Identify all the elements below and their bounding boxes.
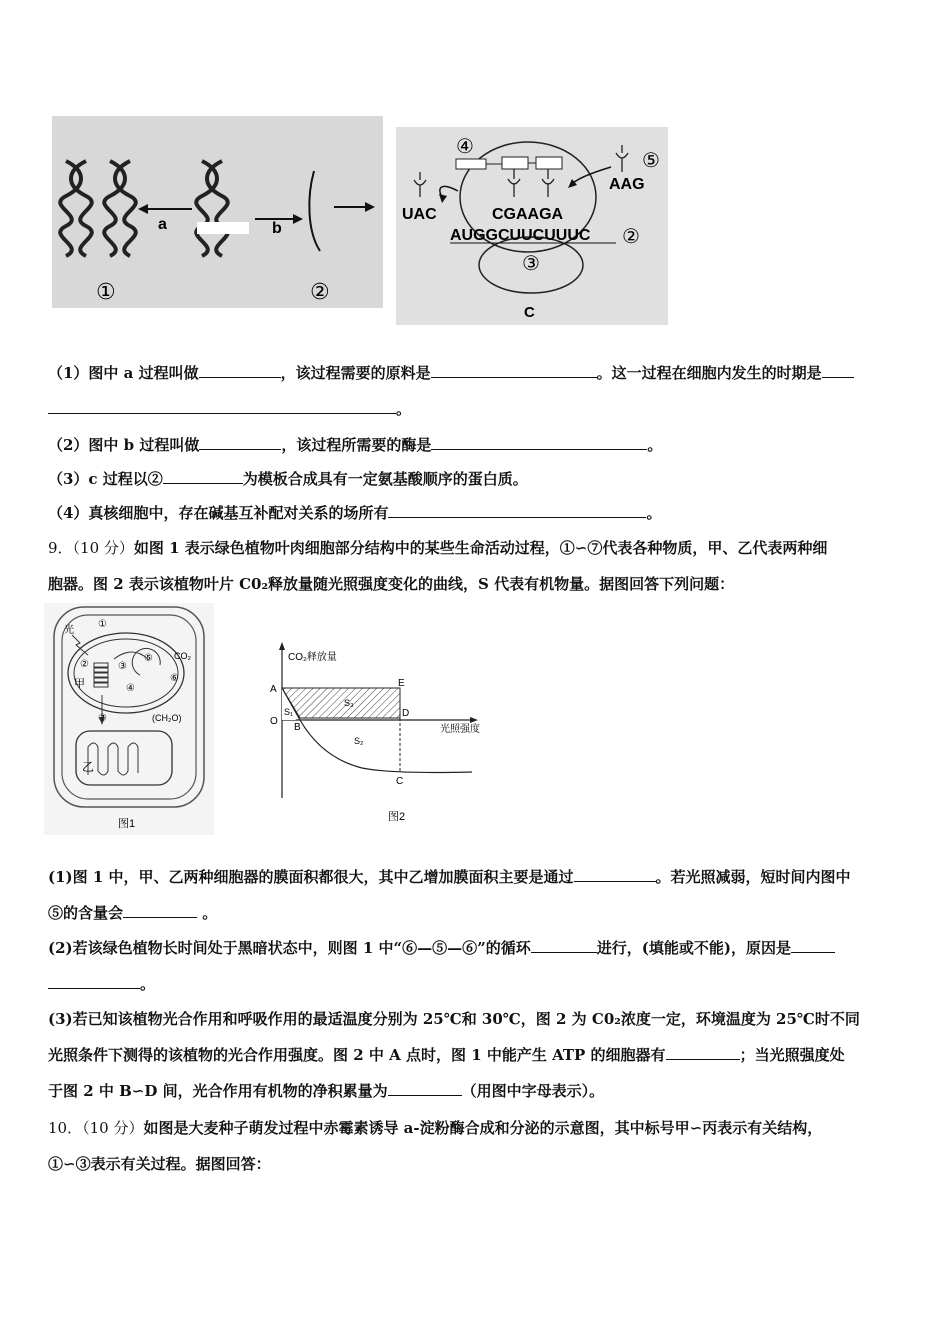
q9-intro-line1 (48, 537, 827, 558)
fig1-n4: ④ (126, 683, 135, 694)
q10-line1 (48, 1117, 822, 1138)
answer-blank-sites[interactable] (388, 503, 646, 518)
label-c: C (524, 304, 535, 321)
q9-p1-line1 (48, 866, 851, 887)
q9-p2-line1 (48, 937, 835, 958)
answer-blank-template[interactable] (163, 469, 243, 484)
q9-p3d: 于图 2 中 B∽D 间，光合作用有机物的净积累量为 (48, 1082, 388, 1100)
fig2-s3: S₃ (344, 698, 354, 708)
q8-line1 (48, 362, 854, 383)
label-uac: UAC (402, 206, 437, 223)
q10-number: 10．（10 分） (48, 1119, 144, 1137)
fig1-n2: ② (80, 659, 89, 670)
q8-l4b: 。 (646, 504, 662, 522)
q9-p3a: (3)若已知该植物光合作用和呼吸作用的最适温度分别为 25℃和 30℃，图 2 为 C0₂浓度一定，环境温度为 25℃时不同 (48, 1010, 860, 1028)
q8-l1b: ，该过程需要的原料是 (280, 364, 431, 382)
q9-p1b: 。若光照减弱，短时间内图中 (655, 868, 851, 886)
fig2-point-a: A (270, 684, 277, 695)
answer-blank-membrane[interactable] (574, 867, 656, 882)
answer-blank-enzyme[interactable] (431, 435, 647, 450)
fig1-yi: 乙 (82, 760, 95, 774)
q8-l2c: 。 (647, 436, 663, 454)
answer-blank-organelles[interactable] (666, 1045, 740, 1060)
fig1-ch2o: (CH₂O) (152, 713, 182, 723)
answer-blank-net-accumulation[interactable] (388, 1081, 462, 1096)
q9-p2b: 进行，(填能或不能)，原因是 (596, 939, 791, 957)
fig2-s2: S₂ (354, 736, 364, 746)
label-b: b (272, 220, 282, 237)
fig1-n6: ⑥ (170, 673, 179, 684)
fig1-n1: ① (98, 619, 107, 630)
q8-line4 (48, 502, 661, 523)
fig1-n3: ③ (118, 661, 127, 672)
q10-l1: 如图是大麦种子萌发过程中赤霉素诱导 a-淀粉酶合成和分泌的示意图，其中标号甲∽丙表示有关结构， (143, 1119, 823, 1137)
label-a: a (158, 216, 167, 233)
label-circle2: ② (310, 279, 330, 304)
q9-intro1: 如图 1 表示绿色植物叶肉细胞部分结构中的某些生命活动过程，①∽⑦代表各种物质，甲、乙代表两种细 (133, 539, 828, 557)
q8-l2a: （2）图中 b 过程叫做 (48, 436, 200, 454)
q9-p2a: (2)若该绿色植物长时间处于黑暗状态中，则图 1 中“⑥—⑤—⑥”的循环 (48, 939, 531, 957)
q9-p2-line2 (48, 973, 155, 994)
answer-blank-raw-material[interactable] (431, 363, 597, 378)
q10-line2 (48, 1153, 271, 1174)
fig1-n7: ⑦ (98, 713, 107, 724)
label-mrna: AUGGCUUCUUUC (450, 227, 591, 244)
fig1-caption: 图1 (118, 818, 136, 830)
q9-intro2: 胞器。图 2 表示该植物叶片 C0₂释放量随光照强度变化的曲线，S 代表有机物量。据图回答下列问题： (48, 575, 735, 593)
q8-l2b: ，该过程所需要的酶是 (281, 436, 432, 454)
q9-p2c: 。 (140, 975, 156, 993)
translation-figure (396, 127, 668, 325)
q9-p3-line3 (48, 1080, 604, 1101)
fig2-point-e: E (398, 678, 405, 689)
fig2-caption: 图2 (388, 811, 406, 823)
q8-l1a: （1）图中 a 过程叫做 (48, 364, 199, 382)
q9-p3e: （用图中字母表示）。 (461, 1082, 605, 1100)
fig1-jia: 甲 (74, 678, 85, 690)
label-circle1: ① (96, 279, 116, 304)
q9-p3-line2 (48, 1044, 845, 1065)
q8-line3 (48, 468, 528, 489)
fig1-n5: ⑤ (144, 653, 153, 664)
answer-blank-reason-1[interactable] (791, 938, 835, 953)
fig2-area-s3 (282, 688, 400, 718)
label-c3: ③ (522, 253, 540, 275)
label-cgaaga: CGAAGA (492, 206, 564, 223)
fig2-s1: S₁ (284, 707, 294, 717)
fig2-point-b: B (294, 722, 301, 733)
label-aag: AAG (609, 176, 645, 193)
answer-blank-can-or-not[interactable] (531, 938, 597, 953)
label-c2: ② (622, 226, 640, 248)
q9-p3c: ；当光照强度处 (739, 1046, 845, 1064)
answer-blank-period-2[interactable] (48, 399, 396, 414)
q8-l4a: （4）真核细胞中，存在碱基互补配对关系的场所有 (48, 504, 389, 522)
fig2-xlabel: 光照强度 (440, 724, 480, 735)
figure1-cell-diagram (44, 603, 214, 835)
q8-l3b: 为模板合成具有一定氨基酸顺序的蛋白质。 (242, 470, 528, 488)
q9-p1a: (1)图 1 中，甲、乙两种细胞器的膜面积都很大，其中乙增加膜面积主要是通过 (48, 868, 574, 886)
q8-l3a: （3）c 过程以② (48, 470, 163, 488)
answer-blank-period-1[interactable] (822, 363, 854, 378)
label-c4: ④ (456, 136, 474, 158)
q8-l1c: 。这一过程在细胞内发生的时期是 (596, 364, 822, 382)
fig1-co2: CO₂ (174, 651, 191, 661)
q9-p1c: ⑤的含量会 (48, 904, 124, 922)
fig2-ylabel: CO₂释放量 (288, 652, 337, 663)
q9-number: 9．（10 分） (48, 539, 134, 557)
q8-line1-cont (48, 398, 411, 419)
figure2-co2-curve (262, 640, 488, 830)
q9-p1-line2 (48, 902, 217, 923)
answer-blank-content[interactable] (123, 903, 197, 918)
answer-blank-a-process[interactable] (199, 363, 281, 378)
q9-p1d: 。 (197, 904, 218, 922)
q10-l2: ①∽③表示有关过程。据图回答： (48, 1155, 271, 1173)
q8-l1d: 。 (396, 400, 412, 418)
q9-p3b: 光照条件下测得的该植物的光合作用强度。图 2 中 A 点时，图 1 中能产生 ATP 的细胞器有 (48, 1046, 666, 1064)
q8-line2 (48, 434, 662, 455)
fig1-light: 光 (64, 625, 74, 636)
answer-blank-b-process[interactable] (199, 435, 281, 450)
dna-replication-figure (52, 116, 383, 308)
fig2-point-c: C (396, 776, 404, 787)
answer-blank-reason-2[interactable] (48, 974, 140, 989)
fig2-point-d: D (402, 708, 410, 719)
q9-intro-line2 (48, 573, 734, 594)
label-c5: ⑤ (642, 150, 660, 172)
fig2-point-o: O (270, 716, 278, 727)
q9-p3-line1 (48, 1008, 860, 1029)
